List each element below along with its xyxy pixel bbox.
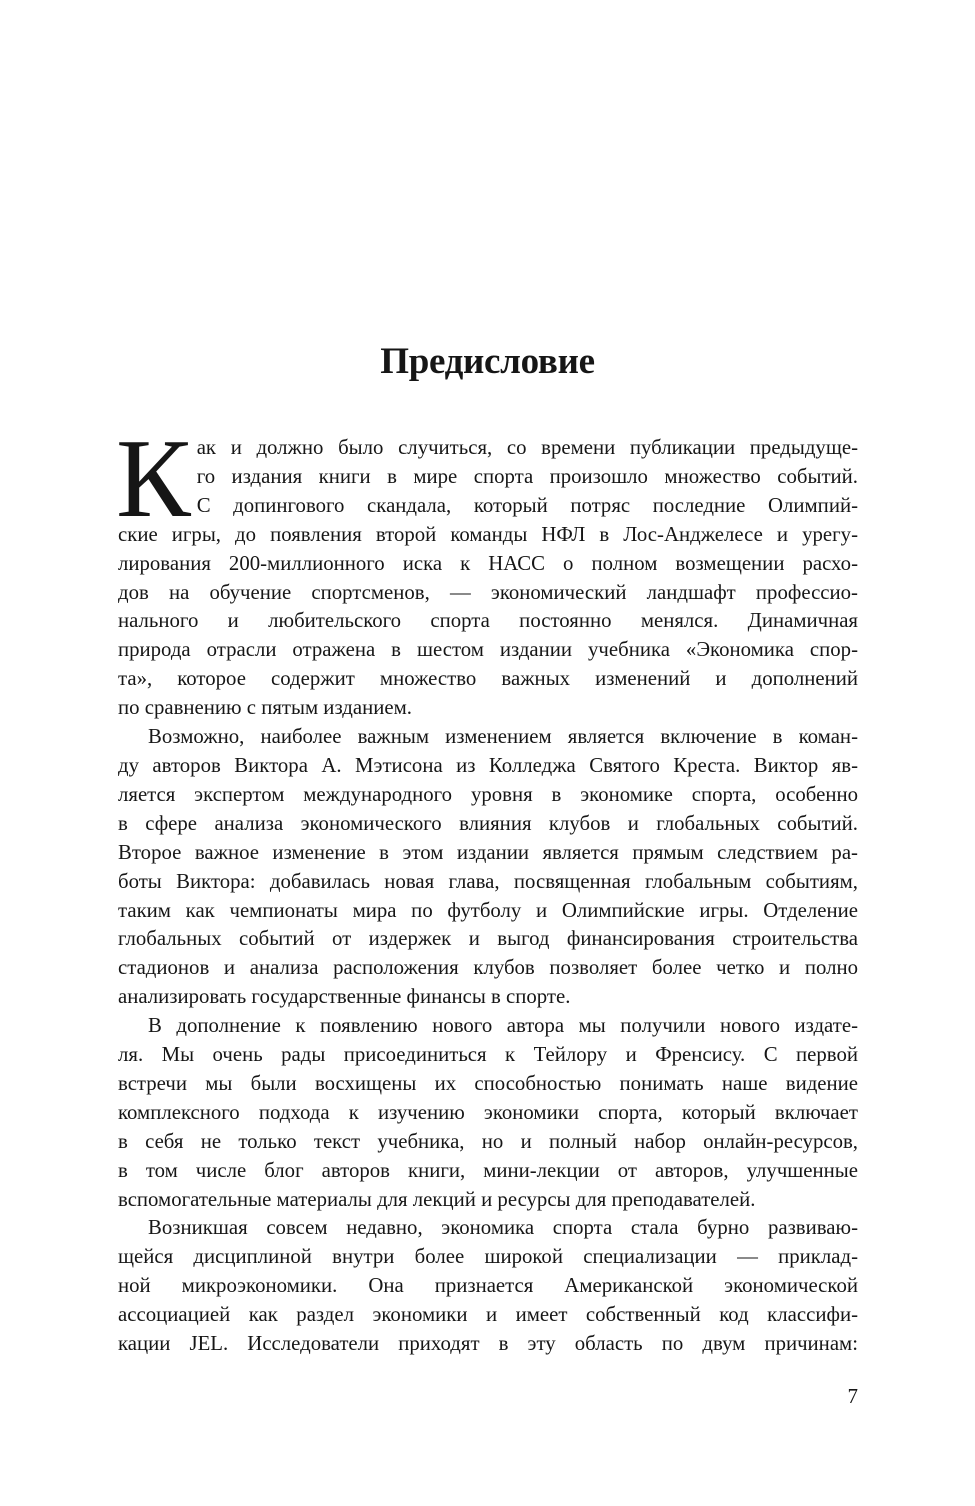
text-line: анализировать государственные финансы в спорте. — [118, 985, 571, 1009]
page-number: 7 — [847, 1384, 858, 1408]
text-line: комплексного подхода к изучению экономики спорта, который включает — [118, 1100, 858, 1124]
text-line: лирования 200-миллионного иска к НАСС о полном возмещении расхо- — [118, 551, 858, 575]
paragraph-1 — [116, 417, 858, 723]
body-text — [116, 417, 858, 1359]
text-line: ной микроэкономики. Она признается Американской экономической — [118, 1274, 858, 1298]
text-line: Второе важное изменение в этом издании является прямым следствием ра- — [118, 840, 858, 864]
text-line: глобальных событий от издержек и выгод финансирования строительства — [118, 927, 858, 951]
text-line: в сфере анализа экономического влияния клубов и глобальных событий. — [118, 811, 858, 835]
drop-cap: К — [116, 417, 191, 541]
text-line: ские игры, до появления второй команды НФЛ в Лос-Анджелесе и урегу- — [118, 522, 858, 546]
text-line: встречи мы были восхищены их способностью понимать наше видение — [118, 1071, 858, 1095]
text-line: та», которое содержит множество важных изменений и дополнений — [118, 667, 858, 691]
page-title: Предисловие — [380, 341, 595, 382]
text-line: го издания книги в мире спорта произошло множество событий. — [196, 464, 858, 488]
paragraph-2 — [118, 723, 858, 1012]
paragraph-3 — [118, 1012, 858, 1214]
text-line: ассоциацией как раздел экономики и имеет собственный код классифи- — [118, 1303, 858, 1327]
text-line: С допингового скандала, который потряс последние Олимпий- — [196, 493, 858, 517]
text-line: по сравнению с пятым изданием. — [118, 696, 412, 720]
text-line: природа отрасли отражена в шестом издании учебника «Экономика спор- — [118, 638, 858, 662]
text-line: боты Виктора: добавилась новая глава, посвященная глобальным событиям, — [118, 869, 858, 893]
text-line: в себя не только текст учебника, но и полный набор онлайн-ресурсов, — [118, 1129, 858, 1153]
text-line: в том числе блог авторов книги, мини-лекции от авторов, улучшенные — [118, 1158, 858, 1182]
text-line: кации JEL. Исследователи приходят в эту область по двум причинам: — [118, 1332, 858, 1356]
text-line: стадионов и анализа расположения клубов позволяет более четко и полно — [118, 956, 858, 980]
text-line: Возможно, наиболее важным изменением является включение в коман- — [148, 725, 858, 749]
text-line: ду авторов Виктора А. Мэтисона из Колледжа Святого Креста. Виктор яв- — [118, 753, 858, 777]
text-line: таким как чемпионаты мира по футболу и Олимпийские игры. Отделение — [118, 898, 858, 922]
paragraph-4 — [118, 1214, 858, 1359]
text-line: нального и любительского спорта постоянно менялся. Динамичная — [118, 609, 858, 633]
text-line: щейся дисциплиной внутри более широкой специализации — приклад- — [118, 1245, 858, 1269]
text-line: дов на обучение спортсменов, — экономический ландшафт профессио- — [118, 580, 858, 604]
text-line: Возникшая совсем недавно, экономика спорта стала бурно развиваю- — [148, 1216, 858, 1240]
text-line: ля. Мы очень рады присоединиться к Тейлору и Френсису. С первой — [118, 1043, 858, 1067]
text-line: вспомогательные материалы для лекций и ресурсы для преподавателей. — [118, 1187, 756, 1211]
text-line: В дополнение к появлению нового автора мы получили нового издате- — [148, 1014, 858, 1038]
text-line: ак и должно было случиться, со времени публикации предыдуще- — [196, 436, 858, 459]
text-line: ляется экспертом международного уровня в экономике спорта, особенно — [118, 782, 858, 806]
